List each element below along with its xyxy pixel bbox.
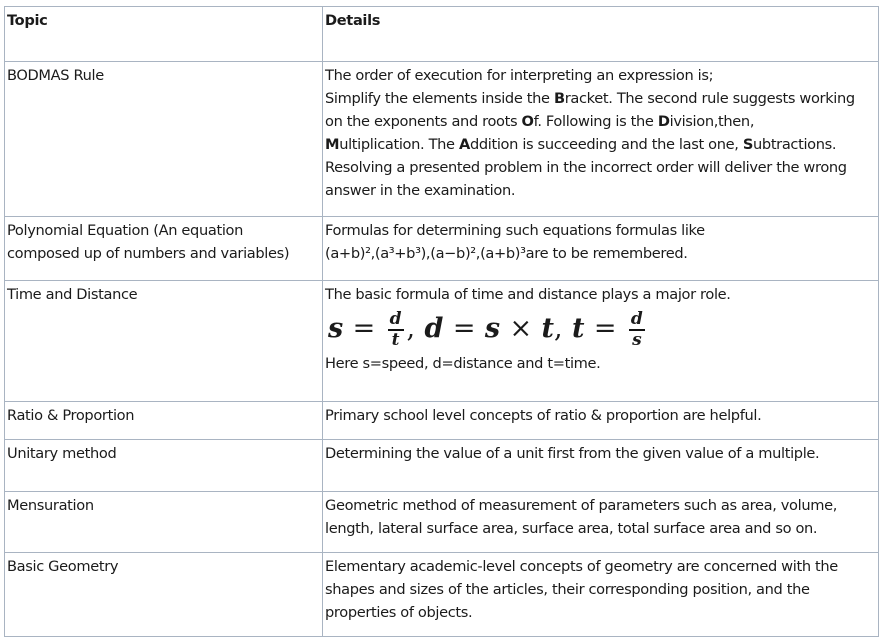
header-topic: Topic [5, 7, 323, 62]
topic-cell-ratio: Ratio & Proportion [5, 402, 323, 440]
details-cell-time-distance [323, 281, 879, 402]
topic-cell-unitary: Unitary method [5, 440, 323, 492]
table-row [5, 553, 879, 637]
details-line: Multiplication. The Addition is succeeding and the last one, Subtractions. [325, 136, 837, 153]
header-details: Details [323, 7, 879, 62]
table-row [5, 281, 879, 402]
table-row [5, 492, 879, 553]
details-line: Simplify the elements inside the Bracket. The second rule suggests working [325, 90, 855, 107]
details-line: shapes and sizes of the articles, their corresponding position, and the [325, 581, 810, 598]
bold-letter: D [657, 113, 670, 130]
details-line: The order of execution for interpreting an expression is; [325, 67, 714, 84]
details-line: on the exponents and roots Of. Following is the Division,then, [325, 113, 755, 130]
topic-cell-bodmas: BODMAS Rule [5, 62, 323, 217]
speed-formula: s = $\frac{d}{t}$ , d = s × t, t = $\frac{d}{s}$ [328, 308, 643, 350]
details-cell-unitary: Determining the value of a unit first from the given value of a multiple. [323, 440, 879, 492]
details-line: Here s=speed, d=distance and t=time. [325, 355, 601, 372]
table-row [5, 402, 879, 440]
table-row [5, 217, 879, 281]
bold-letter: O [521, 113, 534, 130]
details-line: Geometric method of measurement of parameters such as area, volume, [325, 497, 838, 514]
topic-cell-time-distance: Time and Distance [5, 281, 323, 402]
table-header-row [5, 7, 879, 62]
topics-table [4, 6, 879, 637]
table-row [5, 440, 879, 492]
details-line: answer in the examination. [325, 182, 516, 199]
details-cell-geometry [323, 553, 879, 637]
details-line: Elementary academic-level concepts of geometry are concerned with the [325, 558, 838, 575]
details-line: Resolving a presented problem in the incorrect order will deliver the wrong [325, 159, 847, 176]
bold-letter: B [553, 90, 565, 107]
bold-letter: S [742, 136, 753, 153]
details-line: The basic formula of time and distance plays a major role. [325, 286, 731, 303]
table-row [5, 62, 879, 217]
details-cell-polynomial [323, 217, 879, 281]
details-cell-bodmas [323, 62, 879, 217]
details-line: Formulas for determining such equations formulas like [325, 222, 705, 239]
details-line: properties of objects. [325, 604, 473, 621]
details-line: (a+b)²,(a³+b³),(a−b)²,(a+b)³are to be remembered. [325, 245, 688, 262]
details-cell-ratio: Primary school level concepts of ratio & proportion are helpful. [323, 402, 879, 440]
details-cell-mensuration [323, 492, 879, 553]
details-line: length, lateral surface area, surface area, total surface area and so on. [325, 520, 818, 537]
bold-letter: A [458, 136, 470, 153]
topic-cell-mensuration: Mensuration [5, 492, 323, 553]
topic-cell-geometry: Basic Geometry [5, 553, 323, 637]
bold-letter: M [325, 136, 340, 153]
topic-cell-polynomial: Polynomial Equation (An equation composed up of numbers and variables) [5, 217, 323, 281]
